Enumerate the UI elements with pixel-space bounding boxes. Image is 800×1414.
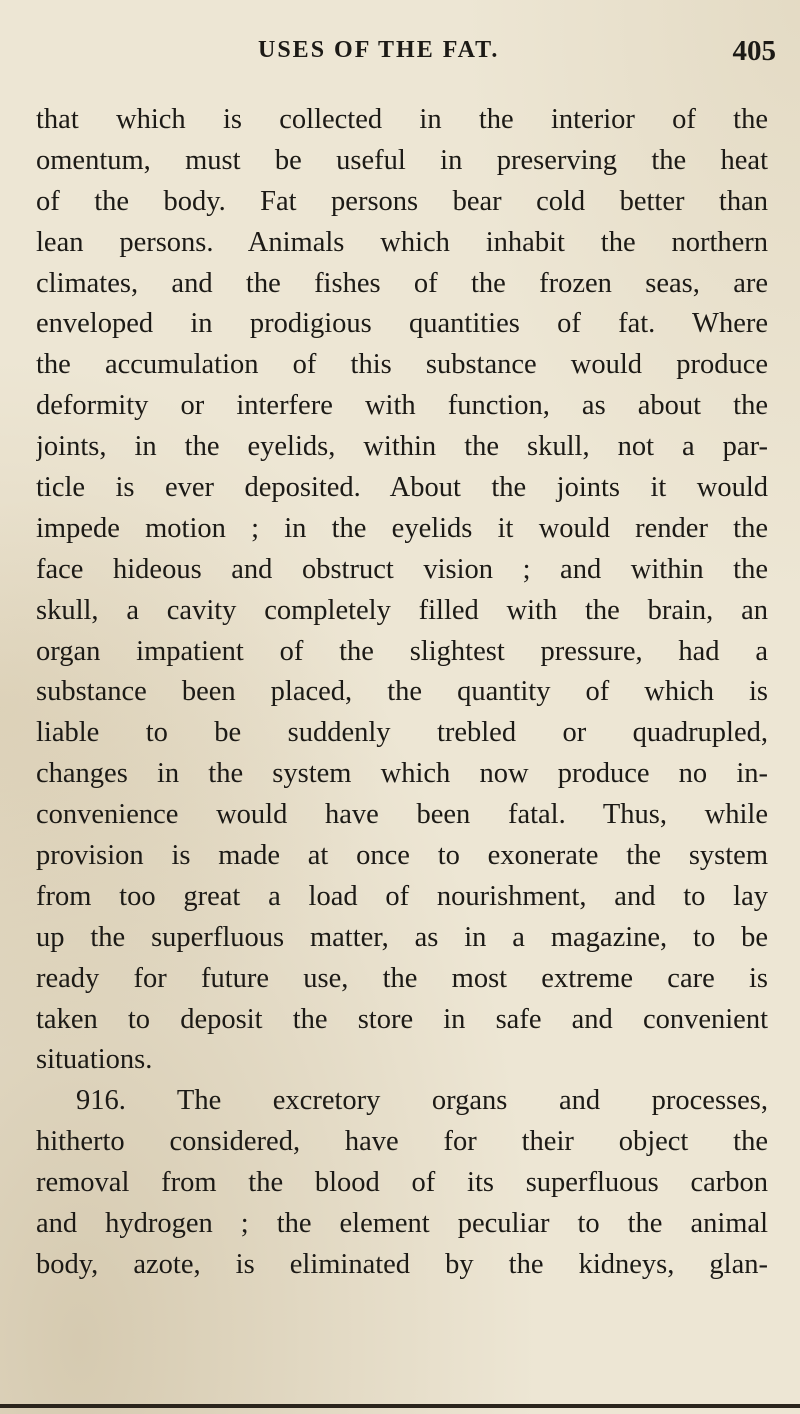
text-line: body, azote, is eliminated by the kidneys, glan- (36, 1248, 768, 1280)
text-line: situations. (36, 1044, 153, 1076)
page-edge-divider (0, 1404, 800, 1408)
text-line: deformity or interfere with function, as about the (36, 390, 768, 422)
text-line: and hydrogen ; the element peculiar to the animal (36, 1208, 768, 1240)
text-line: that which is collected in the interior of the (36, 104, 768, 135)
text-line: skull, a cavity completely filled with the brain, an (36, 594, 768, 626)
text-line: changes in the system which now produce no in- (36, 758, 768, 790)
text-line: enveloped in prodigious quantities of fat. Where (36, 308, 768, 340)
text-line: ready for future use, the most extreme care is (36, 962, 768, 994)
body-text (36, 100, 768, 1286)
text-line: organ impatient of the slightest pressure, had a (36, 635, 768, 667)
text-line: removal from the blood of its superfluous carbon (36, 1167, 768, 1199)
text-line: substance been placed, the quantity of which is (36, 676, 768, 708)
text-line: convenience would have been fatal. Thus, while (36, 799, 768, 831)
text-line: impede motion ; in the eyelids it would render the (36, 512, 768, 544)
text-line: from too great a load of nourishment, and to lay (36, 880, 768, 912)
text-line: provision is made at once to exonerate the system (36, 840, 768, 872)
paragraph-start-line: 916. The excretory organs and processes, (76, 1085, 768, 1117)
running-head: USES OF THE FAT. (258, 37, 500, 63)
text-line: face hideous and obstruct vision ; and within the (36, 553, 768, 585)
text-line: hitherto considered, have for their object the (36, 1126, 768, 1158)
text-line: omentum, must be useful in preserving the heat (36, 144, 768, 176)
text-line: climates, and the fishes of the frozen seas, are (36, 267, 768, 299)
text-line: liable to be suddenly trebled or quadrupled, (36, 717, 768, 749)
text-line: lean persons. Animals which inhabit the northern (36, 226, 768, 258)
text-line: joints, in the eyelids, within the skull, not a par- (36, 431, 768, 463)
text-line: of the body. Fat persons bear cold better than (36, 185, 768, 217)
page-number: 405 (732, 35, 776, 67)
text-line: up the superfluous matter, as in a magazine, to be (36, 921, 768, 953)
text-line: ticle is ever deposited. About the joints it would (36, 472, 768, 504)
text-line: the accumulation of this substance would produce (36, 349, 768, 381)
text-line: taken to deposit the store in safe and convenient (36, 1003, 768, 1035)
